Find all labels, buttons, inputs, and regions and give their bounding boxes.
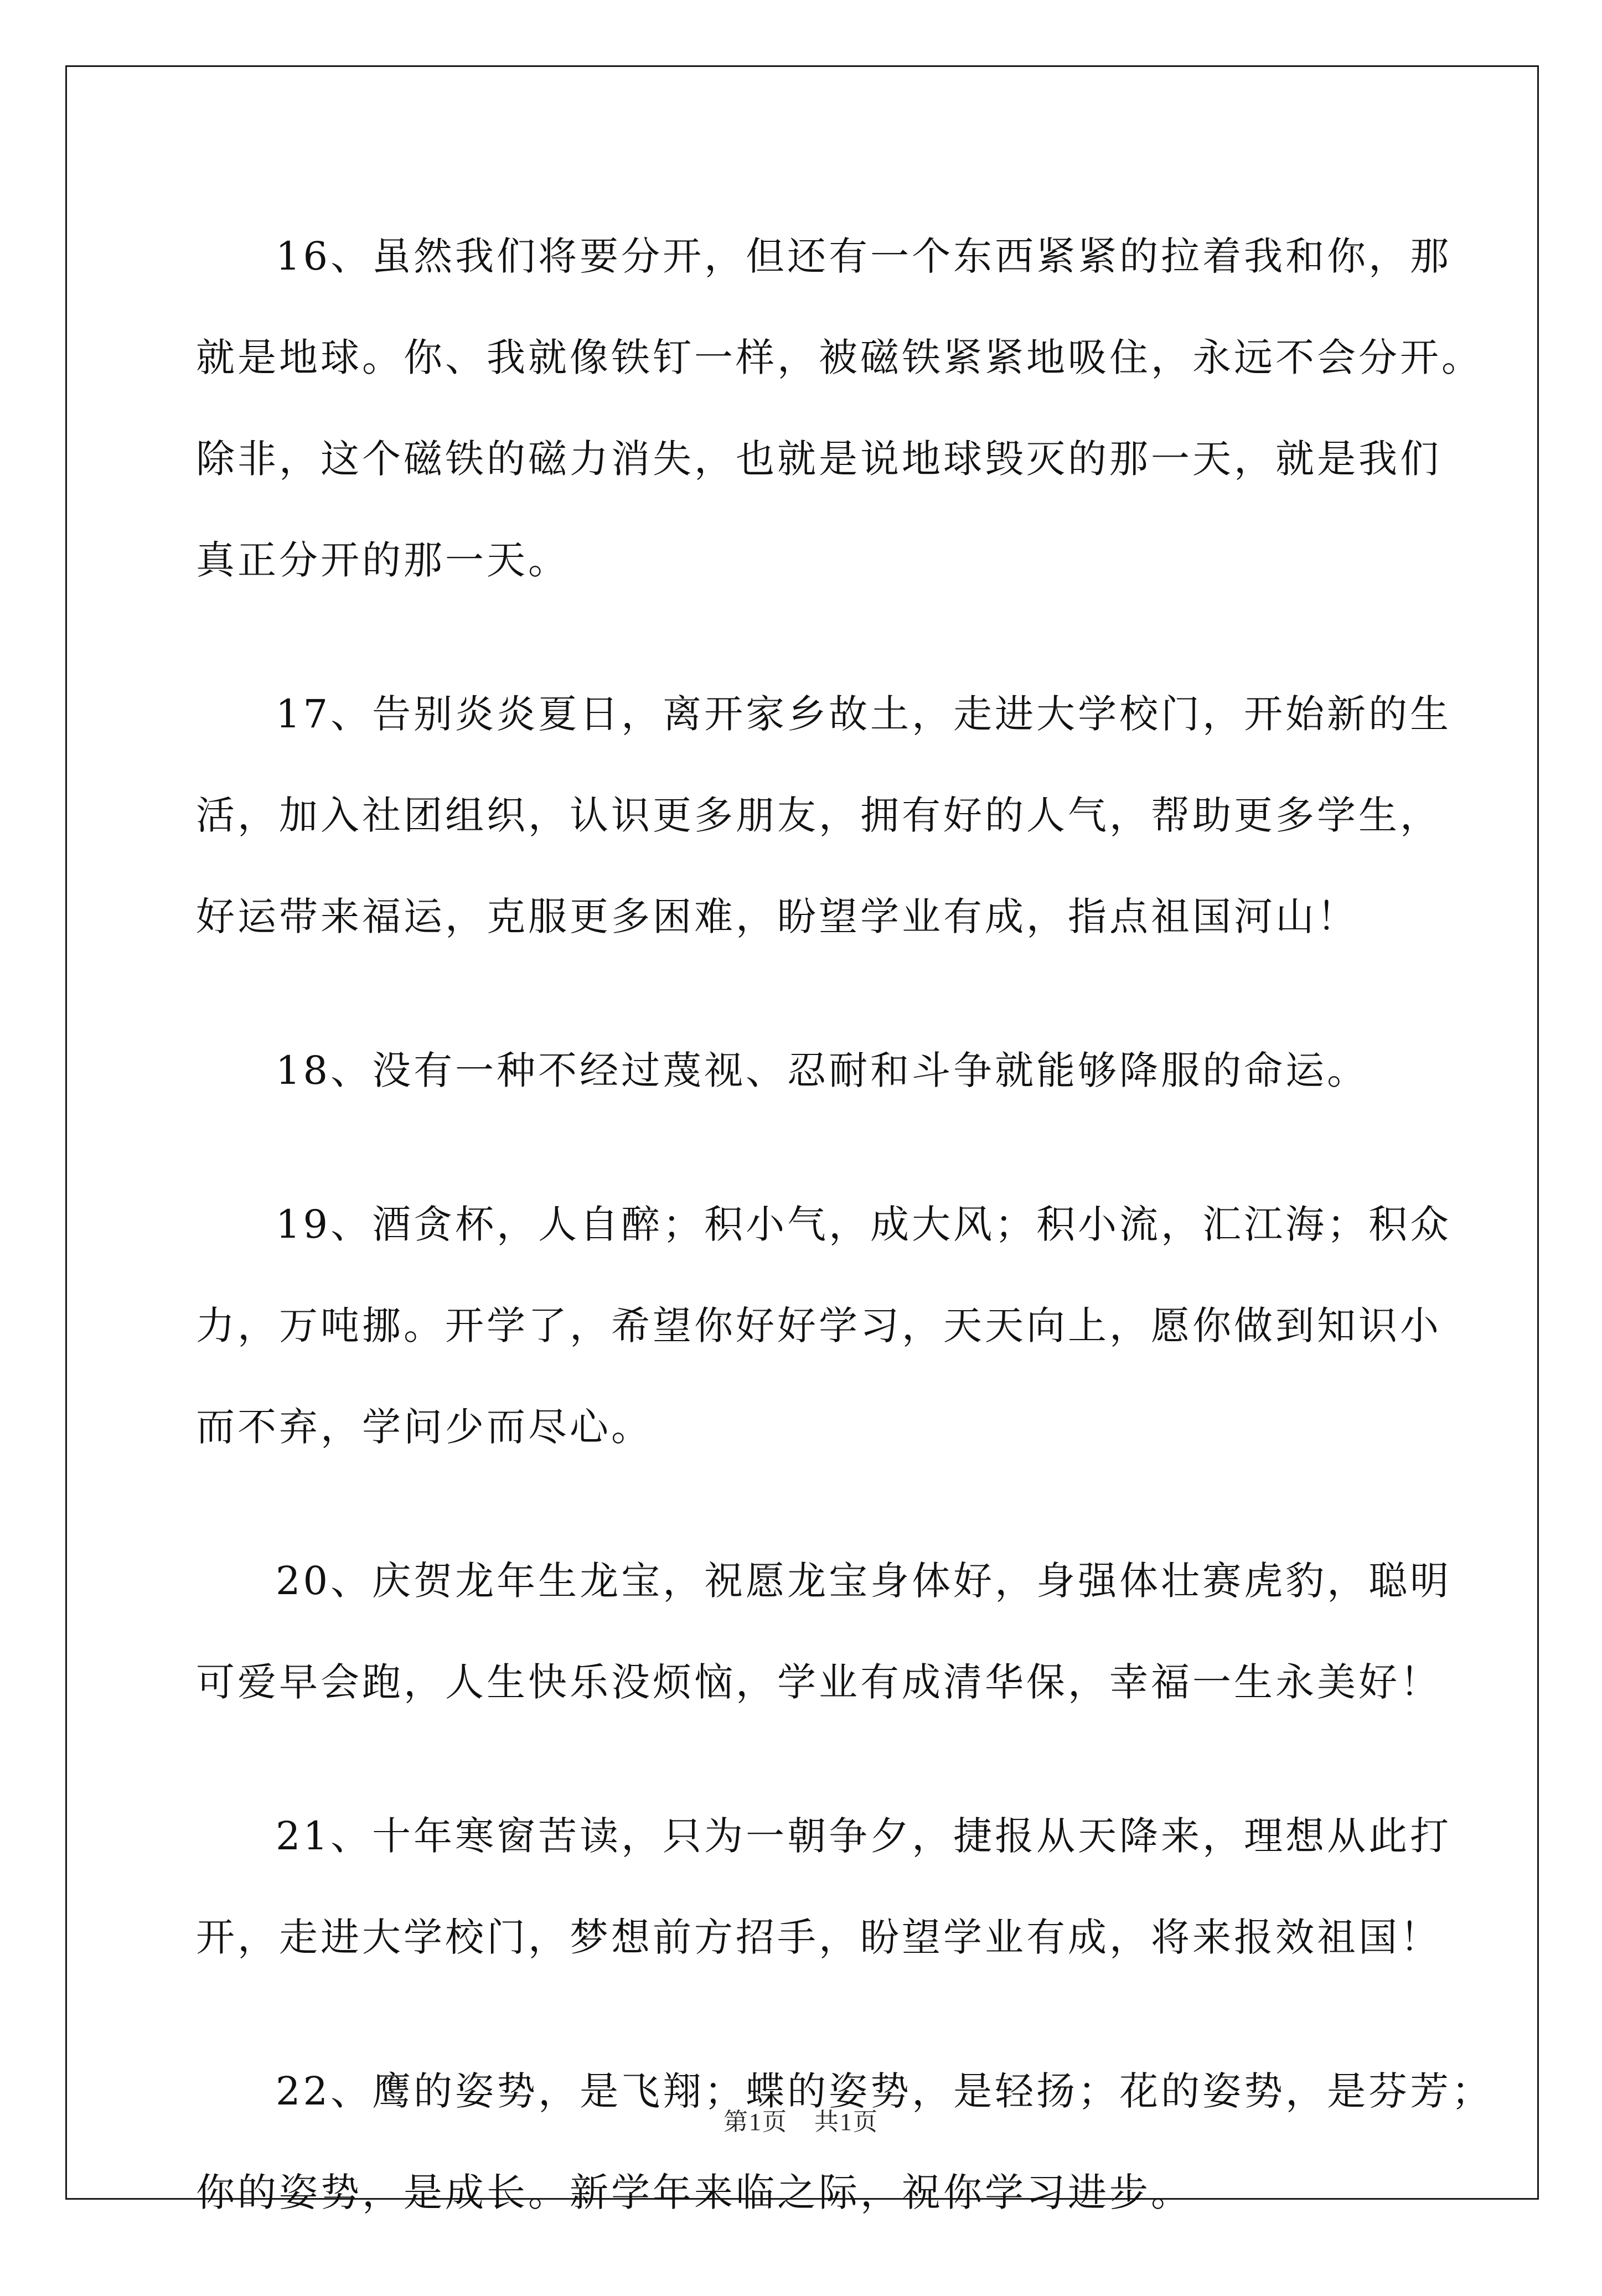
text-line: 你的姿势，是成长。新学年来临之际，祝你学习进步。 [196, 2170, 1192, 2215]
paragraph-16 [196, 206, 1483, 611]
text-line: 活，加入社团组织，认识更多朋友，拥有好的人气，帮助更多学生， [196, 793, 1441, 838]
page-number: 第1页 [724, 2108, 788, 2135]
text-line: 除非，这个磁铁的磁力消失，也就是说地球毁灭的那一天，就是我们 [196, 436, 1441, 482]
paragraph-22 [196, 2041, 1494, 2243]
text-line: 就是地球。你、我就像铁钉一样，被磁铁紧紧地吸住，永远不会分开。 [196, 335, 1483, 380]
paragraph-20 [196, 1530, 1452, 1733]
paragraph-17 [196, 664, 1452, 968]
page-footer [0, 2102, 1602, 2137]
text-line: 真正分开的那一天。 [196, 537, 570, 583]
text-line: 好运带来福运，克服更多困难，盼望学业有成，指点祖国河山！ [196, 894, 1358, 939]
paragraph-21 [196, 1786, 1452, 1988]
text-line: 力，万吨挪。开学了，希望你好好学习，天天向上，愿你做到知识小 [196, 1303, 1441, 1348]
text-line: 开，走进大学校门，梦想前方招手，盼望学业有成，将来报效祖国！ [196, 1915, 1441, 1960]
text-line: 可爱早会跑，人生快乐没烦恼，学业有成清华保，幸福一生永美好！ [196, 1659, 1441, 1705]
document-body [196, 206, 1494, 2296]
text-line: 16、虽然我们将要分开，但还有一个东西紧紧的拉着我和你，那 [276, 234, 1452, 279]
text-line: 22、鹰的姿势，是飞翔；蝶的姿势，是轻扬；花的姿势，是芬芳； [276, 2069, 1494, 2114]
paragraph-18 [196, 1020, 1425, 1121]
paragraph-19 [196, 1174, 1452, 1478]
text-line: 20、庆贺龙年生龙宝，祝愿龙宝身体好，身强体壮赛虎豹，聪明 [276, 1558, 1452, 1604]
text-line: 而不弃，学问少而尽心。 [196, 1404, 653, 1450]
text-line: 17、告别炎炎夏日，离开家乡故土，走进大学校门，开始新的生 [276, 691, 1452, 737]
page-total: 共1页 [814, 2108, 878, 2135]
text-line: 18、没有一种不经过蔑视、忍耐和斗争就能够降服的命运。 [276, 1048, 1369, 1093]
text-line: 21、十年寒窗苦读，只为一朝争夕，捷报从天降来，理想从此打 [276, 1813, 1452, 1859]
text-line: 19、酒贪杯，人自醉；积小气，成大风；积小流，汇江海；积众 [276, 1202, 1452, 1247]
